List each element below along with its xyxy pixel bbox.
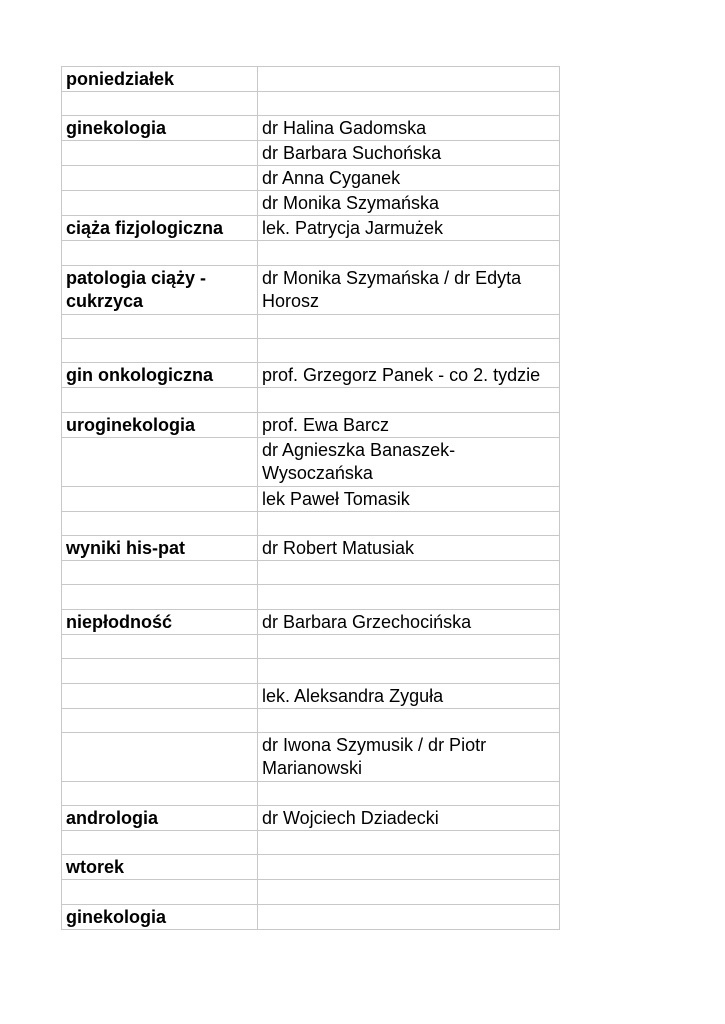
table-row xyxy=(62,314,560,338)
category-cell xyxy=(62,708,258,732)
doctor-cell xyxy=(258,511,560,535)
doctor-cell: dr Monika Szymańska / dr Edyta Horosz xyxy=(258,265,560,314)
doctor-cell: dr Agnieszka Banaszek- Wysoczańska xyxy=(258,437,560,486)
category-cell xyxy=(62,634,258,658)
category-cell xyxy=(62,437,258,486)
doctor-cell xyxy=(258,338,560,362)
category-cell xyxy=(62,191,258,216)
doctor-cell: dr Barbara Suchońska xyxy=(258,141,560,166)
doctor-cell xyxy=(258,314,560,338)
table-row xyxy=(62,880,560,904)
table-row xyxy=(62,116,560,141)
category-cell xyxy=(62,585,258,609)
category-cell xyxy=(62,831,258,855)
category-cell xyxy=(62,92,258,116)
schedule-table xyxy=(61,66,560,930)
category-cell xyxy=(62,659,258,683)
category-cell xyxy=(62,241,258,265)
category-cell xyxy=(62,166,258,191)
table-row xyxy=(62,535,560,560)
category-cell xyxy=(62,511,258,535)
doctor-cell: dr Barbara Grzechocińska xyxy=(258,609,560,634)
doctor-cell xyxy=(258,708,560,732)
category-cell: poniedziałek xyxy=(62,67,258,92)
doctor-cell xyxy=(258,831,560,855)
table-row xyxy=(62,191,560,216)
category-cell xyxy=(62,314,258,338)
doctor-cell: prof. Ewa Barcz xyxy=(258,412,560,437)
doctor-cell xyxy=(258,92,560,116)
table-row xyxy=(62,831,560,855)
doctor-cell: dr Robert Matusiak xyxy=(258,535,560,560)
doctor-cell: lek Paweł Tomasik xyxy=(258,486,560,511)
category-cell: wyniki his-pat xyxy=(62,535,258,560)
category-cell xyxy=(62,560,258,584)
table-row xyxy=(62,560,560,584)
doctor-cell: dr Halina Gadomska xyxy=(258,116,560,141)
doctor-cell xyxy=(258,781,560,805)
table-row xyxy=(62,388,560,412)
doctor-cell: dr Monika Szymańska xyxy=(258,191,560,216)
table-row xyxy=(62,855,560,880)
doctor-cell xyxy=(258,855,560,880)
doctor-cell xyxy=(258,880,560,904)
doctor-cell: dr Anna Cyganek xyxy=(258,166,560,191)
category-cell: ciąża fizjologiczna xyxy=(62,216,258,241)
doctor-cell: dr Iwona Szymusik / dr Piotr Marianowski xyxy=(258,732,560,781)
category-cell xyxy=(62,141,258,166)
category-cell: gin onkologiczna xyxy=(62,363,258,388)
table-row xyxy=(62,486,560,511)
doctor-cell xyxy=(258,585,560,609)
table-row xyxy=(62,92,560,116)
category-cell xyxy=(62,880,258,904)
doctor-cell: dr Wojciech Dziadecki xyxy=(258,806,560,831)
table-row xyxy=(62,683,560,708)
category-cell xyxy=(62,683,258,708)
category-cell: uroginekologia xyxy=(62,412,258,437)
table-row xyxy=(62,216,560,241)
category-cell xyxy=(62,732,258,781)
table-row xyxy=(62,732,560,781)
table-row xyxy=(62,904,560,929)
category-cell: ginekologia xyxy=(62,116,258,141)
doctor-cell xyxy=(258,67,560,92)
doctor-cell xyxy=(258,388,560,412)
category-cell: andrologia xyxy=(62,806,258,831)
category-cell xyxy=(62,486,258,511)
doctor-cell xyxy=(258,241,560,265)
category-cell: patologia ciąży - cukrzyca xyxy=(62,265,258,314)
table-row xyxy=(62,659,560,683)
table-row xyxy=(62,265,560,314)
table-row xyxy=(62,363,560,388)
table-row xyxy=(62,708,560,732)
category-cell xyxy=(62,781,258,805)
table-row xyxy=(62,166,560,191)
doctor-cell: lek. Patrycja Jarmużek xyxy=(258,216,560,241)
doctor-cell: prof. Grzegorz Panek - co 2. tydzie xyxy=(258,363,560,388)
schedule-body xyxy=(62,67,560,930)
category-cell: wtorek xyxy=(62,855,258,880)
doctor-cell xyxy=(258,904,560,929)
table-row xyxy=(62,585,560,609)
doctor-cell xyxy=(258,659,560,683)
table-row xyxy=(62,412,560,437)
category-cell: niepłodność xyxy=(62,609,258,634)
doctor-cell: lek. Aleksandra Zyguła xyxy=(258,683,560,708)
schedule-sheet xyxy=(61,66,559,930)
table-row xyxy=(62,437,560,486)
table-row xyxy=(62,781,560,805)
category-cell xyxy=(62,388,258,412)
table-row xyxy=(62,634,560,658)
table-row xyxy=(62,241,560,265)
table-row xyxy=(62,511,560,535)
doctor-cell xyxy=(258,560,560,584)
table-row xyxy=(62,67,560,92)
table-row xyxy=(62,141,560,166)
category-cell: ginekologia xyxy=(62,904,258,929)
category-cell xyxy=(62,338,258,362)
table-row xyxy=(62,609,560,634)
table-row xyxy=(62,338,560,362)
doctor-cell xyxy=(258,634,560,658)
table-row xyxy=(62,806,560,831)
